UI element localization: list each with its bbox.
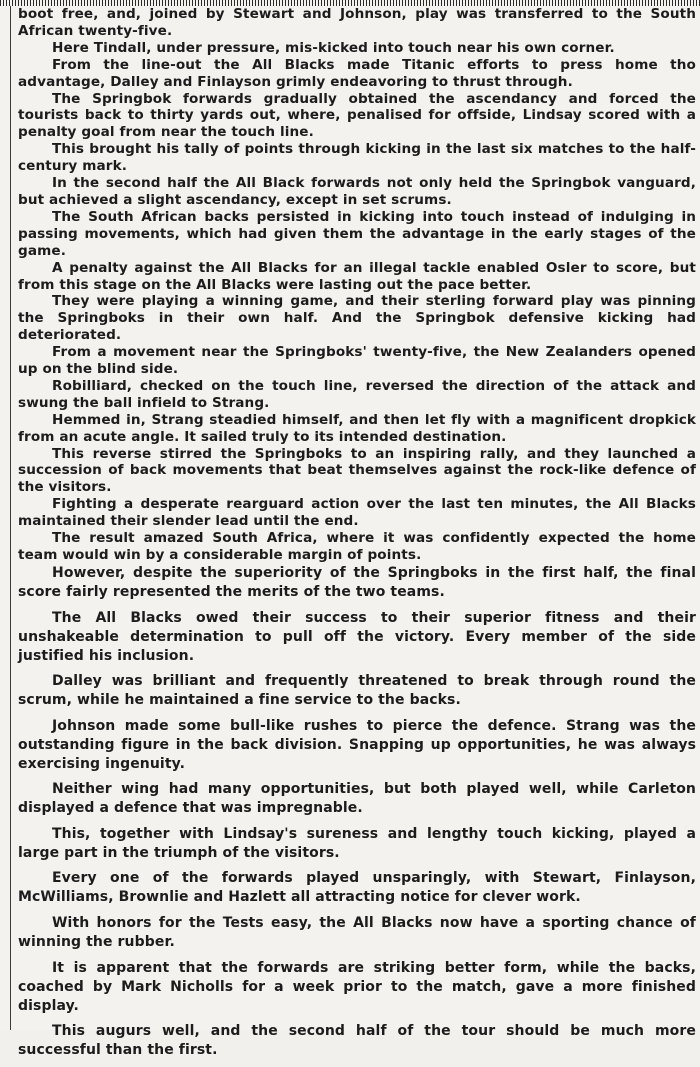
- paragraph: This reverse stirred the Springboks to an inspiring rally, and they launched a succession of back movements that beat themselves against the rock-like defence of the visitors.: [18, 445, 696, 496]
- paragraph: They were playing a winning game, and their sterling forward play was pinning the Springboks in their own half. And the Springbok defensive kicking had deteriorated.: [18, 293, 696, 344]
- paragraph: This brought his tally of points through kicking in the last six matches to the half-century mark.: [18, 141, 696, 175]
- paragraph: The All Blacks owed their success to their superior fitness and their unshakeable determination to pull off the victory. Every member of the side justified his inclusion.: [18, 609, 696, 664]
- paragraph: It is apparent that the forwards are striking better form, while the backs, coached by Mark Nicholls for a week prior to the match, gave a more finished display.: [18, 959, 696, 1014]
- paragraph: Neither wing had many opportunities, but both played well, while Carleton displayed a defence that was impregnable.: [18, 781, 696, 817]
- paragraph: The Springbok forwards gradually obtained the ascendancy and forced the tourists back to thirty yards out, where, penalised for offside, Lindsay scored with a penalty goal from near the touch line.: [18, 90, 696, 141]
- paragraph: Johnson made some bull-like rushes to pierce the defence. Strang was the outstanding figure in the back division. Snapping up opportunities, he was always exercising ingenuity.: [18, 717, 696, 772]
- article-section-dense: [18, 6, 696, 564]
- paragraph: Dalley was brilliant and frequently threatened to break through round the scrum, while he maintained a fine service to the backs.: [18, 673, 696, 709]
- paragraph: A penalty against the All Blacks for an illegal tackle enabled Osler to score, but from this stage on the All Blacks were lasting out the pace better.: [18, 259, 696, 293]
- paragraph: This, together with Lindsay's sureness and lengthy touch kicking, played a large part in the triumph of the visitors.: [18, 825, 696, 861]
- paragraph: The result amazed South Africa, where it was confidently expected the home team would win by a considerable margin of points.: [18, 530, 696, 563]
- paragraph: Fighting a desperate rearguard action over the last ten minutes, the All Blacks maintained their slender lead until the end.: [18, 496, 696, 530]
- paragraph: However, despite the superiority of the Springboks in the first half, the final score fairly represented the merits of the two teams.: [18, 564, 696, 600]
- paragraph: The South African backs persisted in kicking into touch instead of indulging in passing movements, which had given them the advantage in the early stages of the game.: [18, 208, 696, 259]
- paragraph: From the line-out the All Blacks made Titanic efforts to press home tho advantage, Dalley and Finlayson grimly endeavoring to thrust through.: [18, 56, 696, 90]
- paragraph: From a movement near the Springboks' twenty-five, the New Zealanders opened up on the blind side.: [18, 344, 696, 378]
- article-column: [18, 6, 696, 1067]
- paragraph: This augurs well, and the second half of the tour should be much more successful than the first.: [18, 1023, 696, 1059]
- paragraph: With honors for the Tests easy, the All Blacks now have a sporting chance of winning the rubber.: [18, 915, 696, 951]
- article-section-open: [18, 564, 696, 1060]
- left-column-rule: [10, 6, 11, 1030]
- paragraph: Every one of the forwards played unsparingly, with Stewart, Finlayson, McWilliams, Brownlie and Hazlett all attracting notice for clever work.: [18, 870, 696, 906]
- paragraph: Hemmed in, Strang steadied himself, and then let fly with a magnificent dropkick from an acute angle. It sailed truly to its intended destination.: [18, 411, 696, 445]
- paragraph: Here Tindall, under pressure, mis-kicked into touch near his own corner.: [52, 39, 615, 56]
- paragraph-continuation: boot free, and, joined by Stewart and Johnson, play was transferred to the South African twenty-five.: [18, 6, 696, 39]
- paragraph: In the second half the All Black forwards not only held the Springbok vanguard, but achieved a slight ascendancy, except in set scrums.: [18, 175, 696, 208]
- paragraph: Robilliard, checked on the touch line, reversed the direction of the attack and swung the ball infield to Strang.: [18, 377, 696, 411]
